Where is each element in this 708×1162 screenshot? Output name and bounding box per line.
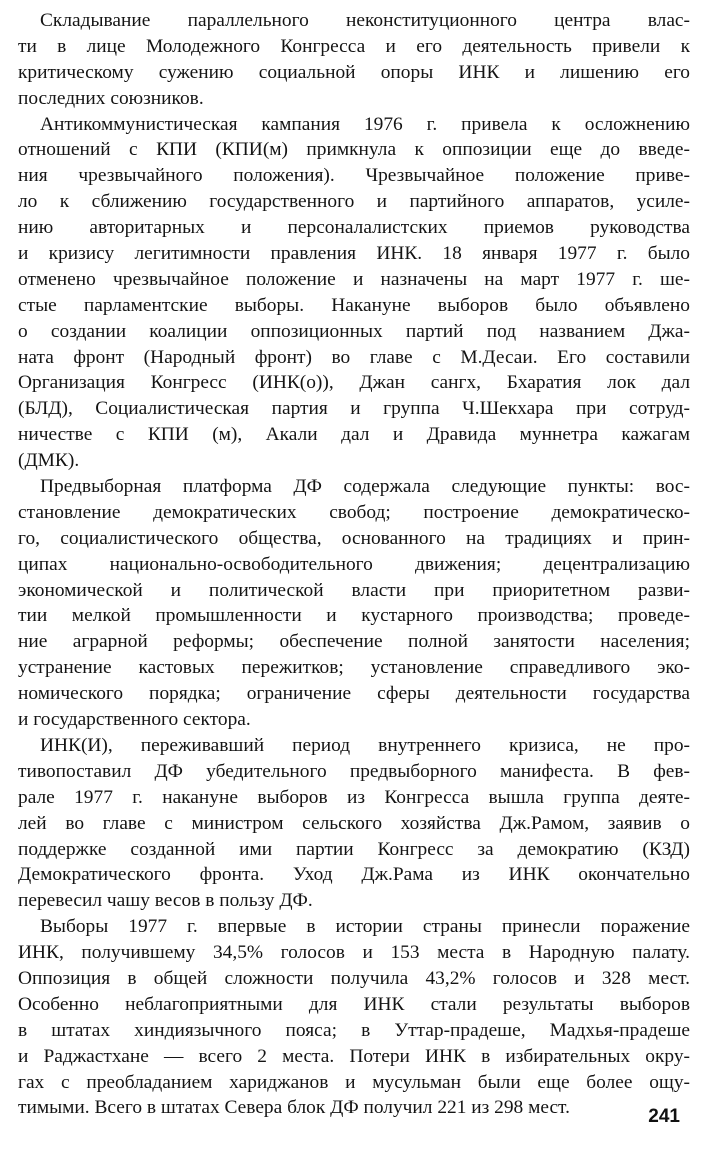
- paragraph: [18, 112, 690, 474]
- text-line: лей во главе с министром сельского хозяйства Дж.Рамом, заявив о: [18, 812, 690, 834]
- text-line: ИНК, получившему 34,5% голосов и 153 места в Народную палату.: [18, 942, 690, 964]
- text-line: ти в лице Молодежного Конгресса и его деятельность привели к: [18, 35, 690, 57]
- text-line: и кризису легитимности правления ИНК. 18 января 1977 г. было: [18, 243, 690, 265]
- text-line: Выборы 1977 г. впервые в истории страны принесли поражение: [40, 916, 690, 938]
- text-line: Антикоммунистическая кампания 1976 г. привела к осложнению: [40, 113, 690, 135]
- text-line: становление демократических свобод; построение демократическо-: [18, 501, 690, 523]
- text-line: тии мелкой промышленности и кустарного производства; проведе-: [18, 605, 690, 627]
- text-line: критическому сужению социальной опоры ИНК и лишению его: [18, 61, 690, 83]
- text-line: ние аграрной реформы; обеспечение полной занятости населения;: [18, 631, 690, 653]
- page-body: [18, 8, 690, 1121]
- text-line: ципах национально-освободительного движения; децентрализацию: [18, 553, 690, 575]
- text-line: Особенно неблагоприятными для ИНК стали результаты выборов: [18, 993, 690, 1015]
- text-line: Оппозиция в общей сложности получила 43,2% голосов и 328 мест.: [18, 967, 690, 989]
- text-line: Предвыборная платформа ДФ содержала следующие пункты: вос-: [40, 476, 690, 498]
- text-line: номического порядка; ограничение сферы деятельности государства: [18, 683, 690, 705]
- text-line: ИНК(И), переживавший период внутреннего кризиса, не про-: [40, 734, 690, 756]
- text-line: рале 1977 г. накануне выборов из Конгресса вышла группа деяте-: [18, 786, 690, 808]
- text-line: гах с преобладанием хариджанов и мусульман были еще более ощу-: [18, 1071, 690, 1093]
- text-line: поддержке созданной ими партии Конгресс за демократию (КЗД): [18, 838, 690, 860]
- text-line: в штатах хиндиязычного пояса; в Уттар-прадеше, Мадхья-прадеше: [18, 1019, 690, 1041]
- paragraph: [18, 914, 690, 1121]
- text-line: (ДМК).: [18, 450, 80, 472]
- paragraph: [18, 733, 690, 914]
- text-line: устранение кастовых пережитков; установление справедливого эко-: [18, 657, 690, 679]
- text-line: и государственного сектора.: [18, 709, 251, 731]
- page-number: 241: [648, 1106, 680, 1127]
- text-line: Демократического фронта. Уход Дж.Рама из ИНК окончательно: [18, 864, 690, 886]
- text-line: (БЛД), Социалистическая партия и группа Ч.Шекхара при сотруд-: [18, 398, 690, 420]
- text-line: последних союзников.: [18, 87, 204, 109]
- text-line: нию авторитарных и персоналалистских приемов руководства: [18, 217, 690, 239]
- text-line: тимыми. Всего в штатах Севера блок ДФ получил 221 из 298 мест.: [18, 1097, 570, 1119]
- text-line: го, социалистического общества, основанного на традициях и прин-: [18, 527, 690, 549]
- text-line: отношений с КПИ (КПИ(м) примкнула к оппозиции еще до введе-: [18, 139, 690, 161]
- text-line: перевесил чашу весов в пользу ДФ.: [18, 890, 313, 912]
- paragraph: [18, 474, 690, 733]
- text-line: ната фронт (Народный фронт) во главе с М.Десаи. Его составили: [18, 346, 690, 368]
- text-line: ничестве с КПИ (м), Акали дал и Дравида муннетра кажагам: [18, 424, 690, 446]
- text-line: стые парламентские выборы. Накануне выборов было объявлено: [18, 294, 690, 316]
- text-line: и Раджастхане — всего 2 места. Потери ИНК в избирательных окру-: [18, 1045, 690, 1067]
- paragraph: [18, 8, 690, 112]
- text-line: Складывание параллельного неконституционного центра влас-: [40, 10, 690, 31]
- text-line: Организация Конгресс (ИНК(о)), Джан сангх, Бхаратия лок дал: [18, 372, 690, 394]
- text-line: о создании коалиции оппозиционных партий под названием Джа-: [18, 320, 690, 342]
- text-line: ло к сближению государственного и партийного аппаратов, усиле-: [18, 191, 690, 213]
- text-line: тивопоставил ДФ убедительного предвыборного манифеста. В фев-: [18, 760, 690, 782]
- text-line: экономической и политической власти при приоритетном разви-: [18, 579, 690, 601]
- text-line: ния чрезвычайного положения). Чрезвычайное положение приве-: [18, 165, 690, 187]
- text-line: отменено чрезвычайное положение и назначены на март 1977 г. ше-: [18, 268, 690, 290]
